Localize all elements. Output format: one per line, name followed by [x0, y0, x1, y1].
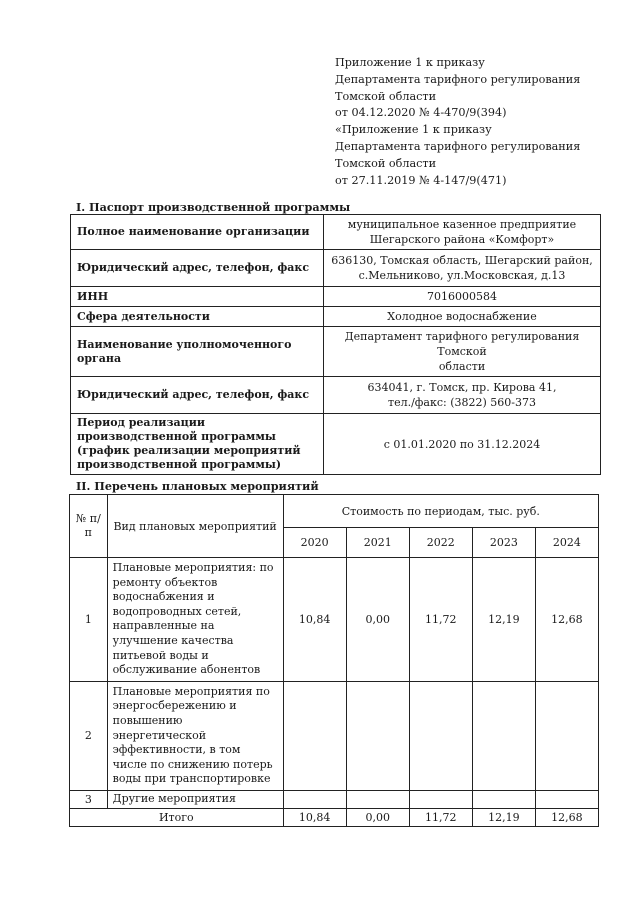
header-line: от 04.12.2020 № 4-470/9(394) [335, 106, 507, 120]
row-value: 636130, Томская область, Шегарский район, с.Мельниково, ул.Московская, д.13 [324, 250, 601, 287]
row-value: 634041, г. Томск, пр. Кирова 41, тел./факс: (3822) 560-373 [324, 377, 601, 414]
row-value: 12,19 [472, 558, 535, 682]
header-line: «Приложение 1 к приказу [335, 123, 492, 137]
row-label: Юридический адрес, телефон, факс [71, 250, 324, 287]
table-row [71, 414, 601, 475]
row-value [535, 790, 598, 808]
col-header-year: 2020 [283, 528, 346, 558]
row-label: Полное наименование организации [71, 215, 324, 250]
row-value [409, 681, 472, 790]
row-value [409, 790, 472, 808]
row-value: муниципальное казенное предприятие Шегарского района «Комфорт» [324, 215, 601, 250]
col-header-number: № п/п [70, 495, 108, 558]
table-row [71, 307, 601, 327]
row-label: Юридический адрес, телефон, факс [71, 377, 324, 414]
header-line: от 27.11.2019 № 4-147/9(471) [335, 173, 507, 187]
total-value: 11,72 [409, 808, 472, 826]
col-header-year: 2023 [472, 528, 535, 558]
row-label: ИНН [71, 287, 324, 307]
activities-table [69, 494, 599, 827]
row-value [283, 681, 346, 790]
header-line: Томской области [335, 156, 437, 170]
table-row [71, 377, 601, 414]
row-label: Сфера деятельности [71, 307, 324, 327]
row-value [346, 790, 409, 808]
row-number: 3 [70, 790, 108, 808]
passport-table [70, 214, 601, 475]
table-row [71, 327, 601, 377]
row-number: 1 [70, 558, 108, 682]
col-header-year: 2021 [346, 528, 409, 558]
row-value: Департамент тарифного регулирования Томской области [324, 327, 601, 377]
row-value [472, 790, 535, 808]
header-line: Приложение 1 к приказу [335, 56, 485, 69]
row-value: Холодное водоснабжение [324, 307, 601, 327]
row-value [346, 681, 409, 790]
row-value: 11,72 [409, 558, 472, 682]
table-row [71, 287, 601, 307]
header-line: Департамента тарифного регулирования [335, 139, 581, 153]
total-value: 12,19 [472, 808, 535, 826]
row-label: Наименование уполномоченного органа [71, 327, 324, 377]
total-value: 0,00 [346, 808, 409, 826]
table-row [71, 215, 601, 250]
total-value: 12,68 [535, 808, 598, 826]
row-description: Другие мероприятия [107, 790, 283, 808]
row-number: 2 [70, 681, 108, 790]
table-row [70, 558, 599, 682]
table-row [70, 681, 599, 790]
table-row [71, 250, 601, 287]
total-row [70, 808, 599, 826]
row-value: с 01.01.2020 по 31.12.2024 [324, 414, 601, 475]
row-label: Период реализации производственной программы (график реализации мероприятий производственной программы) [71, 414, 324, 475]
col-header-year: 2024 [535, 528, 598, 558]
row-value [472, 681, 535, 790]
row-value: 0,00 [346, 558, 409, 682]
col-header-year: 2022 [409, 528, 472, 558]
row-description: Плановые мероприятия по энергосбережению и повышению энергетической эффективности, в том числе по снижению потерь воды при транспортировке [107, 681, 283, 790]
total-value: 10,84 [283, 808, 346, 826]
header-line: Департамента тарифного регулирования [335, 72, 581, 86]
order-appendix-header [335, 55, 625, 189]
table-row [70, 790, 599, 808]
row-description: Плановые мероприятия: по ремонту объектов водоснабжения и водопроводных сетей, направленные на улучшение качества питьевой воды и обслуживание абонентов [107, 558, 283, 682]
row-value: 10,84 [283, 558, 346, 682]
section-2-title: II. Перечень плановых мероприятий [76, 479, 319, 493]
row-value [535, 681, 598, 790]
table-header-row [70, 495, 599, 528]
section-1-title: I. Паспорт производственной программы [76, 200, 351, 214]
row-value: 12,68 [535, 558, 598, 682]
col-header-activity-type: Вид плановых мероприятий [107, 495, 283, 558]
col-header-cost: Стоимость по периодам, тыс. руб. [283, 495, 598, 528]
total-label: Итого [70, 808, 284, 826]
row-value [283, 790, 346, 808]
header-line: Томской области [335, 89, 437, 103]
row-value: 7016000584 [324, 287, 601, 307]
